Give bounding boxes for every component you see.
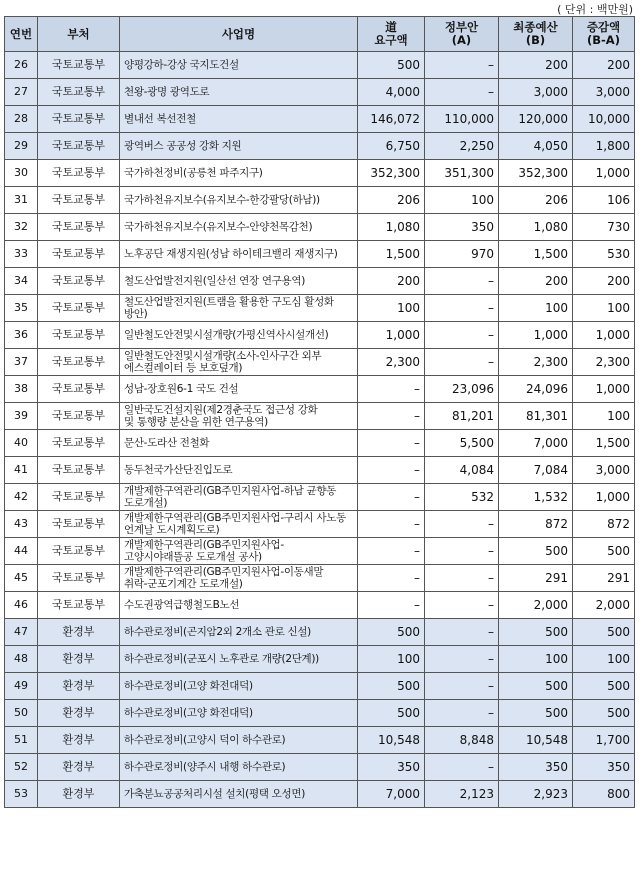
- row-diff: 1,000: [573, 160, 635, 187]
- project-name-line: 취락-군포기계간 도로개설): [124, 578, 243, 590]
- project-name-line: 별내선 복선전철: [124, 113, 196, 125]
- row-dept: 환경부: [38, 646, 120, 673]
- row-gov: 100: [425, 187, 499, 214]
- row-project-name: [120, 457, 358, 484]
- row-project-name: [120, 52, 358, 79]
- header-dept: 부처: [38, 17, 120, 52]
- row-final: 100: [499, 646, 573, 673]
- project-name-line: 양평강하-강상 국지도건설: [124, 59, 239, 71]
- row-request: 500: [358, 52, 425, 79]
- row-final: 200: [499, 52, 573, 79]
- table-row: [5, 673, 635, 700]
- row-diff: 100: [573, 295, 635, 322]
- row-dept: 국토교통부: [38, 430, 120, 457]
- row-diff: 291: [573, 565, 635, 592]
- project-name-line: 철도산업발전지원(트램을 활용한 구도심 활성화: [124, 296, 334, 308]
- row-project-name: [120, 349, 358, 376]
- project-name-line: 방안): [124, 308, 148, 320]
- row-request: –: [358, 511, 425, 538]
- table-row: [5, 160, 635, 187]
- row-request: 2,300: [358, 349, 425, 376]
- row-project-name: [120, 700, 358, 727]
- row-no: 53: [5, 781, 38, 808]
- project-name-line: 철도산업발전지원(일산선 연장 연구용역): [124, 275, 305, 287]
- row-dept: 국토교통부: [38, 457, 120, 484]
- row-no: 42: [5, 484, 38, 511]
- table-row: [5, 727, 635, 754]
- row-project-name: [120, 268, 358, 295]
- row-dept: 국토교통부: [38, 403, 120, 430]
- row-gov: 81,201: [425, 403, 499, 430]
- row-request: 352,300: [358, 160, 425, 187]
- project-name-line: 일반철도안전및시설개량(가평신역사시설개선): [124, 329, 329, 341]
- row-gov: –: [425, 349, 499, 376]
- row-project-name: [120, 295, 358, 322]
- project-name-line: 일반국도건설지원(제2경춘국도 접근성 강화: [124, 404, 318, 416]
- row-diff: 100: [573, 403, 635, 430]
- row-diff: 2,300: [573, 349, 635, 376]
- row-final: 500: [499, 700, 573, 727]
- row-request: 4,000: [358, 79, 425, 106]
- row-request: 7,000: [358, 781, 425, 808]
- row-no: 27: [5, 79, 38, 106]
- header-final-line1: 최종예산: [513, 20, 558, 34]
- row-dept: 환경부: [38, 673, 120, 700]
- table-row: [5, 79, 635, 106]
- project-name-line: 언계날 도시계획도로): [124, 524, 220, 536]
- row-final: 2,000: [499, 592, 573, 619]
- table-row: [5, 538, 635, 565]
- header-row: [5, 17, 635, 52]
- row-dept: 국토교통부: [38, 79, 120, 106]
- project-name-line: 국가하천유지보수(유지보수-한강팔당(하남)): [124, 194, 320, 206]
- project-name-line: 에스컬레이터 등 보호덮개): [124, 362, 243, 374]
- row-final: 10,548: [499, 727, 573, 754]
- header-diff: [573, 17, 635, 52]
- header-request-line1: 道: [385, 20, 397, 34]
- row-gov: –: [425, 79, 499, 106]
- row-request: 500: [358, 619, 425, 646]
- header-final-line2: (B): [525, 33, 546, 47]
- project-name-line: 및 통행량 분산을 위한 연구용역): [124, 416, 268, 428]
- row-dept: 국토교통부: [38, 511, 120, 538]
- table-row: [5, 565, 635, 592]
- row-gov: 351,300: [425, 160, 499, 187]
- row-final: 81,301: [499, 403, 573, 430]
- row-no: 35: [5, 295, 38, 322]
- row-dept: 국토교통부: [38, 565, 120, 592]
- table-row: [5, 133, 635, 160]
- row-diff: 3,000: [573, 79, 635, 106]
- row-diff: 200: [573, 268, 635, 295]
- table-row: [5, 376, 635, 403]
- table-row: [5, 754, 635, 781]
- row-diff: 530: [573, 241, 635, 268]
- row-no: 50: [5, 700, 38, 727]
- row-request: –: [358, 457, 425, 484]
- row-project-name: [120, 214, 358, 241]
- header-final: [499, 17, 573, 52]
- row-gov: –: [425, 268, 499, 295]
- table-row: [5, 592, 635, 619]
- row-no: 48: [5, 646, 38, 673]
- row-gov: 5,500: [425, 430, 499, 457]
- row-final: 120,000: [499, 106, 573, 133]
- row-gov: 970: [425, 241, 499, 268]
- budget-table: [4, 16, 635, 808]
- row-dept: 국토교통부: [38, 484, 120, 511]
- table-row: [5, 781, 635, 808]
- row-project-name: [120, 538, 358, 565]
- row-dept: 환경부: [38, 700, 120, 727]
- row-final: 7,084: [499, 457, 573, 484]
- row-dept: 국토교통부: [38, 322, 120, 349]
- row-no: 32: [5, 214, 38, 241]
- row-dept: 환경부: [38, 619, 120, 646]
- row-project-name: [120, 187, 358, 214]
- table-row: [5, 322, 635, 349]
- table-row: [5, 484, 635, 511]
- row-no: 47: [5, 619, 38, 646]
- row-no: 31: [5, 187, 38, 214]
- row-final: 4,050: [499, 133, 573, 160]
- project-name-line: 개발제한구역관리(GB주민지원사업-하남 균향동: [124, 485, 337, 497]
- row-diff: 1,000: [573, 322, 635, 349]
- table-row: [5, 214, 635, 241]
- row-dept: 국토교통부: [38, 160, 120, 187]
- row-no: 44: [5, 538, 38, 565]
- row-final: 350: [499, 754, 573, 781]
- table-row: [5, 241, 635, 268]
- table-row: [5, 457, 635, 484]
- row-final: 291: [499, 565, 573, 592]
- row-diff: 500: [573, 619, 635, 646]
- row-no: 51: [5, 727, 38, 754]
- row-diff: 1,500: [573, 430, 635, 457]
- row-dept: 환경부: [38, 727, 120, 754]
- unit-label: ( 단위 : 백만원): [557, 3, 633, 16]
- project-name-line: 성남-장호원6-1 국도 건설: [124, 383, 239, 395]
- project-name-line: 개발제한구역관리(GB주민지원사업-: [124, 539, 284, 551]
- row-diff: 350: [573, 754, 635, 781]
- project-name-line: 수도권광역급행철도B노선: [124, 599, 240, 611]
- row-project-name: [120, 376, 358, 403]
- row-gov: 23,096: [425, 376, 499, 403]
- row-gov: 532: [425, 484, 499, 511]
- row-no: 36: [5, 322, 38, 349]
- table-row: [5, 106, 635, 133]
- row-gov: 2,250: [425, 133, 499, 160]
- project-name-line: 국가하천정비(공릉천 파주지구): [124, 167, 263, 179]
- row-request: 6,750: [358, 133, 425, 160]
- row-project-name: [120, 592, 358, 619]
- row-diff: 730: [573, 214, 635, 241]
- row-request: 146,072: [358, 106, 425, 133]
- row-diff: 100: [573, 646, 635, 673]
- header-request: [358, 17, 425, 52]
- row-final: 500: [499, 538, 573, 565]
- row-dept: 국토교통부: [38, 538, 120, 565]
- row-dept: 국토교통부: [38, 52, 120, 79]
- row-gov: –: [425, 511, 499, 538]
- row-no: 34: [5, 268, 38, 295]
- row-gov: –: [425, 646, 499, 673]
- table-row: [5, 430, 635, 457]
- row-no: 43: [5, 511, 38, 538]
- row-no: 39: [5, 403, 38, 430]
- row-project-name: [120, 565, 358, 592]
- project-name-line: 동두천국가산단진입도로: [124, 464, 233, 476]
- row-project-name: [120, 106, 358, 133]
- project-name-line: 문산-도라산 전철화: [124, 437, 210, 449]
- project-name-line: 하수관로정비(고양시 덕이 하수관로): [124, 734, 286, 746]
- row-gov: –: [425, 619, 499, 646]
- row-final: 1,080: [499, 214, 573, 241]
- project-name-line: 고양시야래뜰공 도로개설 공사): [124, 551, 262, 563]
- row-diff: 800: [573, 781, 635, 808]
- row-final: 500: [499, 619, 573, 646]
- row-dept: 환경부: [38, 754, 120, 781]
- row-request: 350: [358, 754, 425, 781]
- row-no: 37: [5, 349, 38, 376]
- row-dept: 환경부: [38, 781, 120, 808]
- row-request: 500: [358, 700, 425, 727]
- project-name-line: 하수관로정비(군포시 노후관로 개량(2단계)): [124, 653, 319, 665]
- row-dept: 국토교통부: [38, 592, 120, 619]
- row-diff: 872: [573, 511, 635, 538]
- row-dept: 국토교통부: [38, 133, 120, 160]
- row-no: 45: [5, 565, 38, 592]
- row-request: –: [358, 592, 425, 619]
- row-gov: –: [425, 592, 499, 619]
- row-request: –: [358, 484, 425, 511]
- table-row: [5, 619, 635, 646]
- row-gov: 350: [425, 214, 499, 241]
- row-project-name: [120, 241, 358, 268]
- row-final: 200: [499, 268, 573, 295]
- row-dept: 국토교통부: [38, 241, 120, 268]
- row-no: 52: [5, 754, 38, 781]
- table-row: [5, 403, 635, 430]
- row-request: –: [358, 403, 425, 430]
- row-diff: 1,000: [573, 484, 635, 511]
- project-name-line: 개발제한구역관리(GB주민지원사업-이동새말: [124, 566, 324, 578]
- row-final: 206: [499, 187, 573, 214]
- row-request: 200: [358, 268, 425, 295]
- row-gov: –: [425, 538, 499, 565]
- row-project-name: [120, 727, 358, 754]
- row-project-name: [120, 781, 358, 808]
- row-request: 100: [358, 295, 425, 322]
- row-no: 29: [5, 133, 38, 160]
- row-diff: 1,700: [573, 727, 635, 754]
- row-no: 26: [5, 52, 38, 79]
- row-diff: 106: [573, 187, 635, 214]
- header-diff-line2: (B-A): [587, 33, 620, 47]
- row-request: 100: [358, 646, 425, 673]
- table-row: [5, 52, 635, 79]
- row-no: 49: [5, 673, 38, 700]
- row-no: 40: [5, 430, 38, 457]
- row-request: 1,000: [358, 322, 425, 349]
- row-no: 41: [5, 457, 38, 484]
- header-diff-line1: 증감액: [586, 20, 621, 34]
- row-diff: 1,800: [573, 133, 635, 160]
- row-diff: 1,000: [573, 376, 635, 403]
- row-no: 38: [5, 376, 38, 403]
- project-name-line: 하수관로정비(양주시 내행 하수관로): [124, 761, 286, 773]
- row-gov: 8,848: [425, 727, 499, 754]
- row-project-name: [120, 403, 358, 430]
- row-gov: 2,123: [425, 781, 499, 808]
- row-dept: 국토교통부: [38, 268, 120, 295]
- row-dept: 국토교통부: [38, 187, 120, 214]
- row-project-name: [120, 754, 358, 781]
- header-no: 연번: [5, 17, 38, 52]
- row-diff: 500: [573, 538, 635, 565]
- project-name-line: 하수관로정비(고양 화전대덕): [124, 707, 253, 719]
- row-project-name: [120, 646, 358, 673]
- row-final: 1,000: [499, 322, 573, 349]
- row-request: 10,548: [358, 727, 425, 754]
- project-name-line: 천왕-광명 광역도로: [124, 86, 210, 98]
- row-project-name: [120, 511, 358, 538]
- row-request: 1,080: [358, 214, 425, 241]
- table-row: [5, 268, 635, 295]
- row-request: 500: [358, 673, 425, 700]
- header-gov-line1: 정부안: [444, 20, 479, 34]
- row-gov: –: [425, 565, 499, 592]
- row-gov: 4,084: [425, 457, 499, 484]
- row-final: 500: [499, 673, 573, 700]
- project-name-line: 국가하천유지보수(유지보수-안양천목감천): [124, 221, 313, 233]
- row-final: 872: [499, 511, 573, 538]
- header-gov-line2: (A): [451, 33, 472, 47]
- row-project-name: [120, 484, 358, 511]
- table-row: [5, 700, 635, 727]
- row-final: 24,096: [499, 376, 573, 403]
- row-final: 2,300: [499, 349, 573, 376]
- row-dept: 국토교통부: [38, 295, 120, 322]
- project-name-line: 광역버스 공공성 강화 지원: [124, 140, 242, 152]
- row-final: 3,000: [499, 79, 573, 106]
- table-body: [5, 52, 635, 808]
- row-request: –: [358, 538, 425, 565]
- header-request-line2: 요구액: [374, 33, 408, 47]
- project-name-line: 하수관로정비(고양 화전대덕): [124, 680, 253, 692]
- row-no: 30: [5, 160, 38, 187]
- table-row: [5, 295, 635, 322]
- row-dept: 국토교통부: [38, 214, 120, 241]
- row-diff: 500: [573, 673, 635, 700]
- header-gov: [425, 17, 499, 52]
- row-final: 1,532: [499, 484, 573, 511]
- row-project-name: [120, 322, 358, 349]
- row-request: 206: [358, 187, 425, 214]
- row-diff: 500: [573, 700, 635, 727]
- row-dept: 국토교통부: [38, 349, 120, 376]
- row-project-name: [120, 133, 358, 160]
- row-project-name: [120, 619, 358, 646]
- row-final: 7,000: [499, 430, 573, 457]
- project-name-line: 하수관로정비(곤지암2외 2개소 관로 신설): [124, 626, 311, 638]
- row-gov: –: [425, 295, 499, 322]
- table-row: [5, 349, 635, 376]
- row-request: –: [358, 565, 425, 592]
- row-request: –: [358, 376, 425, 403]
- row-diff: 2,000: [573, 592, 635, 619]
- row-dept: 국토교통부: [38, 106, 120, 133]
- row-diff: 200: [573, 52, 635, 79]
- row-no: 46: [5, 592, 38, 619]
- project-name-line: 가축분뇨공공처리시설 설치(평택 오성면): [124, 788, 305, 800]
- project-name-line: 개발제한구역관리(GB주민지원사업-구리시 사노동: [124, 512, 346, 524]
- row-gov: –: [425, 322, 499, 349]
- row-no: 33: [5, 241, 38, 268]
- row-diff: 3,000: [573, 457, 635, 484]
- row-request: –: [358, 430, 425, 457]
- row-final: 352,300: [499, 160, 573, 187]
- row-project-name: [120, 160, 358, 187]
- row-diff: 10,000: [573, 106, 635, 133]
- row-final: 100: [499, 295, 573, 322]
- row-no: 28: [5, 106, 38, 133]
- project-name-line: 일반철도안전및시설개량(소사-인사구간 외부: [124, 350, 322, 362]
- row-project-name: [120, 673, 358, 700]
- table-row: [5, 511, 635, 538]
- row-dept: 국토교통부: [38, 376, 120, 403]
- project-name-line: 노후공단 재생지원(성남 하이테크밸리 재생지구): [124, 248, 338, 260]
- row-project-name: [120, 430, 358, 457]
- row-gov: –: [425, 754, 499, 781]
- row-final: 1,500: [499, 241, 573, 268]
- header-name: 사업명: [120, 17, 358, 52]
- row-gov: 110,000: [425, 106, 499, 133]
- project-name-line: 도로개설): [124, 497, 168, 509]
- row-gov: –: [425, 700, 499, 727]
- table-row: [5, 187, 635, 214]
- row-project-name: [120, 79, 358, 106]
- row-gov: –: [425, 52, 499, 79]
- row-gov: –: [425, 673, 499, 700]
- table-row: [5, 646, 635, 673]
- row-request: 1,500: [358, 241, 425, 268]
- row-final: 2,923: [499, 781, 573, 808]
